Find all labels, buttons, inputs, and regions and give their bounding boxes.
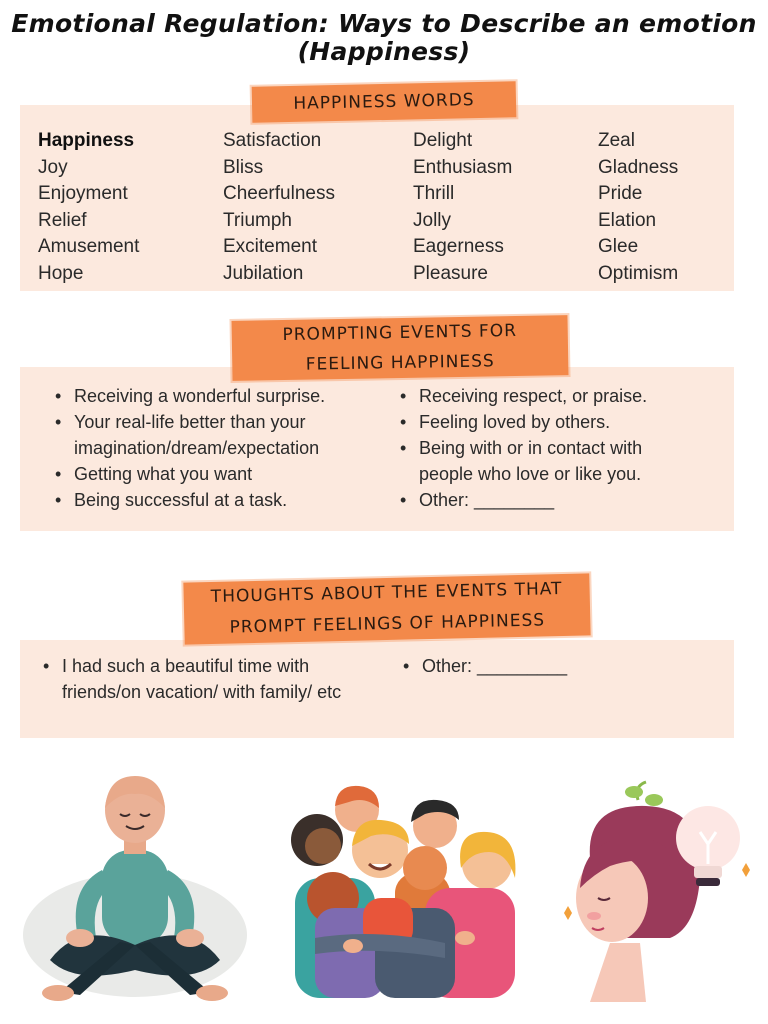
word: Satisfaction — [223, 130, 322, 151]
word: Pride — [598, 183, 643, 205]
words-heading: HAPPINESS WORDS — [293, 90, 475, 114]
word: Eagerness — [413, 236, 504, 258]
word: Gladness — [598, 156, 679, 178]
events-heading-line-1: PROMPTING EVENTS FOR — [282, 320, 518, 346]
words-column-4 — [598, 128, 678, 288]
word: Relief — [38, 209, 87, 231]
list-item: • Other: ________ — [397, 487, 697, 513]
word: Joy — [38, 156, 68, 178]
list-item: • I had such a beautiful time with friends/on vacation/ with family/ etc — [40, 653, 370, 705]
word: Pleasure — [413, 262, 488, 284]
word: Hope — [38, 262, 84, 284]
word: Excitement — [223, 236, 317, 258]
words-column-1 — [38, 128, 139, 288]
thoughts-list-left — [40, 653, 370, 705]
title-line-2: (Happiness) — [297, 37, 471, 66]
word: Bliss — [223, 156, 264, 178]
title-line-1: Emotional Regulation: Ways to Describe an emotion — [11, 9, 757, 38]
word: Zeal — [598, 130, 635, 151]
page-title — [0, 10, 768, 66]
word: Amusement — [38, 236, 140, 258]
group-hug-illustration — [275, 778, 525, 1002]
word: Delight — [413, 130, 473, 151]
events-list-right — [397, 383, 697, 513]
word: Enjoyment — [38, 183, 128, 205]
word: Jolly — [413, 209, 452, 231]
word: Triumph — [223, 209, 292, 231]
list-item: • Getting what you want — [52, 461, 382, 487]
list-item: • Other: _________ — [400, 653, 700, 679]
list-item: • Receiving respect, or praise. — [397, 383, 697, 409]
thoughts-heading-banner — [183, 573, 590, 644]
word: Enthusiasm — [413, 156, 513, 178]
list-item: • Feeling loved by others. — [397, 409, 697, 435]
word: Cheerfulness — [223, 183, 335, 205]
word: Jubilation — [223, 262, 304, 284]
word: Glee — [598, 236, 639, 258]
list-item: • Being successful at a task. — [52, 487, 382, 513]
list-item: • Receiving a wonderful surprise. — [52, 383, 382, 409]
word: Thrill — [413, 183, 455, 205]
thoughts-heading-line-2: PROMPT FEELINGS OF HAPPINESS — [229, 610, 546, 638]
thoughts-heading-line-1: THOUGHTS ABOUT THE EVENTS THAT — [210, 579, 563, 607]
words-column-3 — [413, 128, 512, 288]
word: Elation — [598, 209, 657, 231]
word: Happiness — [38, 130, 135, 151]
events-heading-banner — [232, 315, 569, 381]
list-item: • Being with or in contact with people who love or like you. — [397, 435, 697, 487]
meditating-person-illustration — [20, 770, 250, 1005]
thoughts-list-right — [400, 653, 700, 679]
words-column-2 — [223, 128, 335, 288]
list-item: • Your real-life better than your imagination/dream/expectation — [52, 409, 382, 461]
word: Optimism — [598, 262, 679, 284]
woman-lightbulb-illustration — [550, 778, 760, 1002]
words-heading-banner — [252, 81, 517, 123]
events-list-left — [52, 383, 382, 513]
events-heading-line-2: FEELING HAPPINESS — [305, 351, 495, 375]
